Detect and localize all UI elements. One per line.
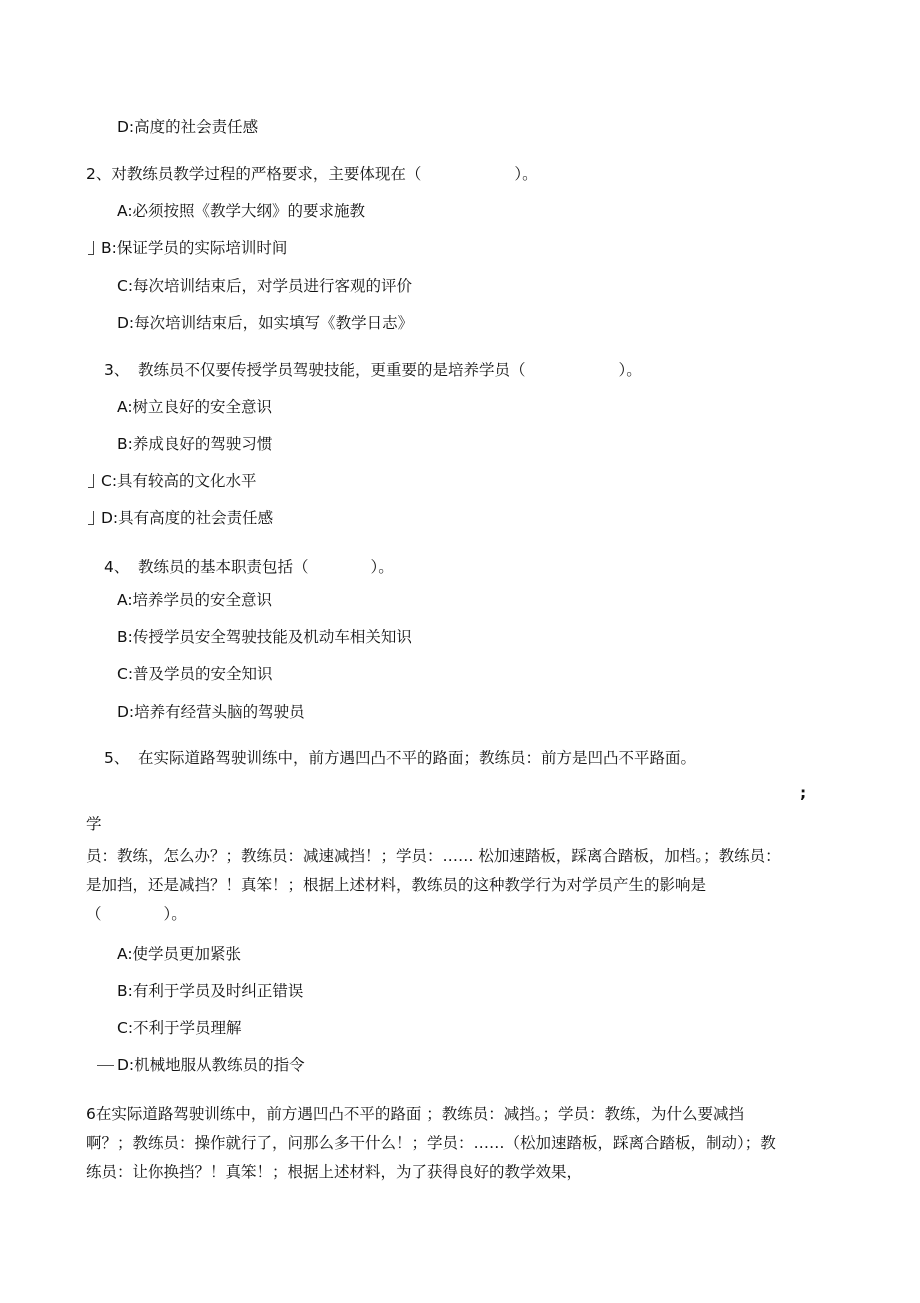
q4-option-a: A:培养学员的安全意识 [117,591,273,609]
q3-option-b: B:养成良好的驾驶习惯 [117,435,273,453]
q5-option-c: C:不利于学员理解 [117,1019,242,1037]
q4-number: 4、 [104,558,130,576]
q5-body: 员：教练，怎么办？；教练员：减速减挡！；学员：…… 松加速踏板，踩离合踏板，加档。；教练员：是加挡，还是减挡？！真笨！；根据上述材料，教练员的这种教学行为对学员产生的影响是（ ）。 [86,847,781,923]
margin-dash [97,1065,114,1066]
q4-option-c: C:普及学员的安全知识 [117,665,273,683]
q5-stem: 在实际道路驾驶训练中，前方遇凹凸不平的路面；教练员：前方是凹凸不平路面。 [138,749,697,767]
q3-option-c: C:具有较高的文化水平 [101,472,257,490]
q5-option-a: A:使学员更加紧张 [117,945,242,963]
q6-body: 6在实际道路驾驶训练中，前方遇凹凸不平的路面 ；教练员：减挡。；学员：教练，为什么要减挡啊？；教练员：操作就行了，问那么多干什么！；学员：……（松加速踏板，踩离合踏板，制动）；教练员：让你换挡？！真笨！；根据上述材料，为了获得良好的教学效果， [86,1105,776,1181]
q5-option-d: D:机械地服从教练员的指令 [117,1056,305,1074]
q4-stem: 教练员的基本职责包括（ ）。 [138,558,394,576]
q5-number: 5、 [104,749,130,767]
margin-mark [88,241,94,255]
q4-option-d: D:培养有经营头脑的驾驶员 [117,703,305,721]
q2-option-b: B:保证学员的实际培训时间 [101,239,288,257]
q3-number: 3、 [104,361,130,379]
q5-stray-char: 学 [86,815,102,833]
q2-stem: 2、对教练员教学过程的严格要求，主要体现在（ ）。 [86,165,538,183]
q2-option-d: D:每次培训结束后，如实填写《教学日志》 [117,314,414,332]
q5-stray-semicolon: ; [800,784,807,802]
q5-option-b: B:有利于学员及时纠正错误 [117,982,304,1000]
q3-stem: 教练员不仅要传授学员驾驶技能，更重要的是培养学员（ ）。 [138,361,642,379]
q3-option-a: A:树立良好的安全意识 [117,398,273,416]
q2-option-a: A:必须按照《教学大纲》的要求施教 [117,202,366,220]
q4-option-b: B:传授学员安全驾驶技能及机动车相关知识 [117,628,412,646]
q2-option-c: C:每次培训结束后，对学员进行客观的评价 [117,277,413,295]
q3-option-d: D:具有高度的社会责任感 [101,509,274,527]
margin-mark [88,474,94,488]
margin-mark [88,511,94,525]
q1-option-d: D:高度的社会责任感 [117,118,259,136]
